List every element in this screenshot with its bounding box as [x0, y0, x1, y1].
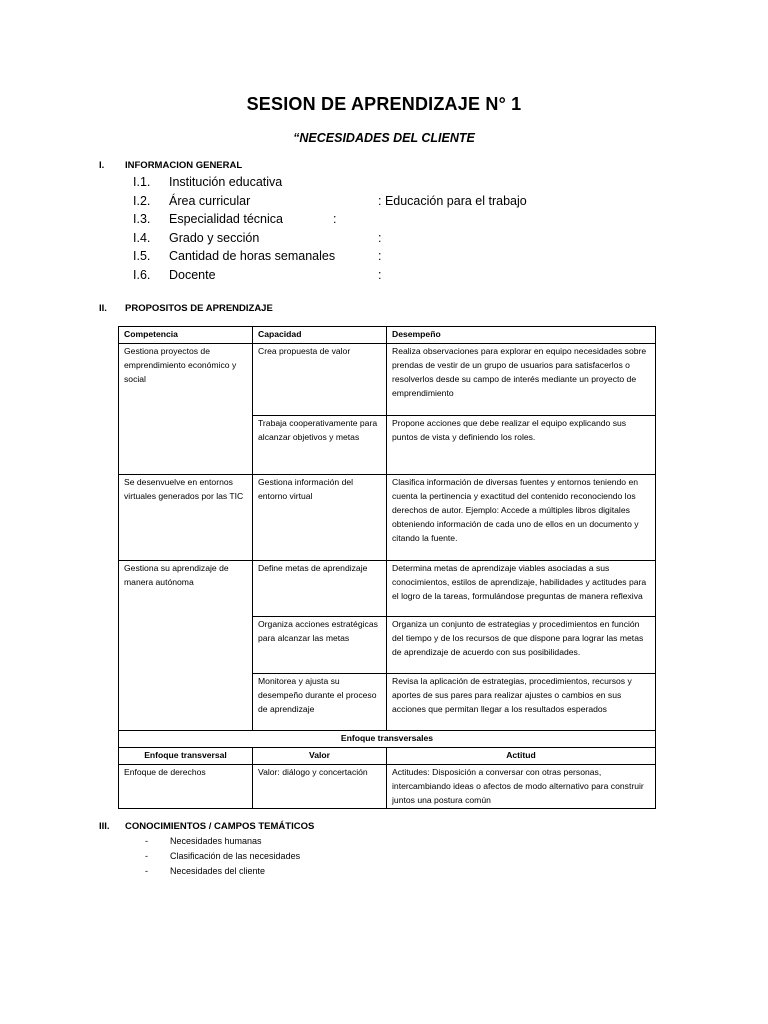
info-value: :: [333, 212, 337, 226]
list-bullet: -: [145, 851, 148, 861]
cell-valor: Valor: diálogo y concertación: [253, 764, 387, 809]
cell-capacidad: Define metas de aprendizaje: [253, 560, 387, 616]
header-enfoque: Enfoque transversal: [119, 747, 253, 764]
table-header-row: [119, 327, 656, 344]
info-row: [0, 249, 768, 268]
table-row: [119, 560, 656, 616]
header-capacidad: Capacidad: [253, 327, 387, 344]
info-code: I.3.: [133, 212, 151, 226]
cell-desempeno: Propone acciones que debe realizar el equipo explicando sus puntos de vista y definiendo los roles.: [387, 415, 656, 474]
cell-competencia: Gestiona su aprendizaje de manera autónoma: [119, 560, 253, 730]
info-value: : Educación para el trabajo: [378, 194, 527, 208]
info-label: Grado y sección: [169, 231, 260, 245]
info-label: Área curricular: [169, 194, 251, 208]
table-row: [119, 474, 656, 560]
learning-purposes-table: [118, 326, 656, 809]
info-row: [0, 268, 768, 287]
document-title: SESION DE APRENDIZAJE N° 1: [246, 94, 522, 114]
list-text: Clasificación de las necesidades: [170, 851, 301, 861]
header-actitud: Actitud: [387, 747, 656, 764]
header-competencia: Competencia: [119, 327, 253, 344]
info-row: [0, 231, 768, 250]
section-1-title: INFORMACION GENERAL: [125, 160, 243, 171]
cell-competencia: Gestiona proyectos de emprendimiento económico y social: [119, 343, 253, 474]
info-row: [0, 175, 768, 194]
info-label: Cantidad de horas semanales: [169, 249, 336, 263]
section-1-number: I.: [99, 160, 105, 171]
cell-desempeno: Clasifica información de diversas fuentes y entornos teniendo en cuenta la pertinencia y exactitud del contenido reconociendo los derechos de autor. Ejemplo: Accede a múltiples libros digitales obteniendo información de cada uno de ellos en un documento y citando la fuente.: [387, 474, 656, 560]
section-3-title: CONOCIMIENTOS / CAMPOS TEMÁTICOS: [125, 821, 315, 832]
list-bullet: -: [145, 836, 148, 846]
info-label: Docente: [169, 268, 216, 282]
cell-capacidad: Trabaja cooperativamente para alcanzar objetivos y metas: [253, 415, 387, 474]
document-subtitle: “NECESIDADES DEL CLIENTE: [293, 131, 475, 145]
cell-capacidad: Organiza acciones estratégicas para alcanzar las metas: [253, 616, 387, 673]
enfoque-title: Enfoque transversales: [119, 730, 656, 747]
info-row: [0, 194, 768, 213]
cell-desempeno: Revisa la aplicación de estrategias, procedimientos, recursos y aportes de sus pares para realizar ajustes o cambios en sus acciones que permitan llegar a los resultados esperados: [387, 673, 656, 730]
cell-competencia: Se desenvuelve en entornos virtuales generados por las TIC: [119, 474, 253, 560]
cell-capacidad: Crea propuesta de valor: [253, 343, 387, 415]
info-code: I.2.: [133, 194, 151, 208]
enfoque-header-row: [119, 747, 656, 764]
cell-desempeno: Realiza observaciones para explorar en equipo necesidades sobre prendas de vestir de un grupo de usuarios para satisfacerlos o resolverlos desde su campo de interés mediante un proyecto de emprendimiento: [387, 343, 656, 415]
info-label: Especialidad técnica: [169, 212, 283, 226]
list-text: Necesidades del cliente: [170, 866, 266, 876]
info-label: Institución educativa: [169, 175, 283, 189]
info-row: [0, 212, 768, 231]
info-value: :: [378, 268, 382, 282]
list-bullet: -: [145, 866, 148, 876]
section-2-title: PROPOSITOS DE APRENDIZAJE: [125, 303, 273, 314]
header-valor: Valor: [253, 747, 387, 764]
cell-capacidad: Monitorea y ajusta su desempeño durante el proceso de aprendizaje: [253, 673, 387, 730]
info-code: I.4.: [133, 231, 151, 245]
info-value: :: [378, 231, 382, 245]
info-code: I.6.: [133, 268, 151, 282]
section-3-number: III.: [99, 821, 110, 832]
cell-desempeno: Determina metas de aprendizaje viables asociadas a sus conocimientos, estilos de aprendizaje, habilidades y actitudes para el logro de la tareas, formulándose preguntas de manera reflexiva: [387, 560, 656, 616]
cell-capacidad: Gestiona información del entorno virtual: [253, 474, 387, 560]
list-text: Necesidades humanas: [170, 836, 262, 846]
enfoque-row: [119, 764, 656, 809]
cell-actitud: Actitudes: Disposición a conversar con otras personas, intercambiando ideas o afectos de modo alternativo para construir juntos una postura común: [387, 764, 656, 809]
cell-desempeno: Organiza un conjunto de estrategias y procedimientos en función del tiempo y de los recursos de que dispone para lograr las metas de aprendizaje de acuerdo con sus posibilidades.: [387, 616, 656, 673]
cell-enfoque: Enfoque de derechos: [119, 764, 253, 809]
info-value: :: [378, 249, 382, 263]
section-2-number: II.: [99, 303, 107, 314]
header-desempeno: Desempeño: [387, 327, 656, 344]
table-row: [119, 343, 656, 415]
info-code: I.1.: [133, 175, 151, 189]
enfoque-title-row: [119, 730, 656, 747]
info-code: I.5.: [133, 249, 151, 263]
